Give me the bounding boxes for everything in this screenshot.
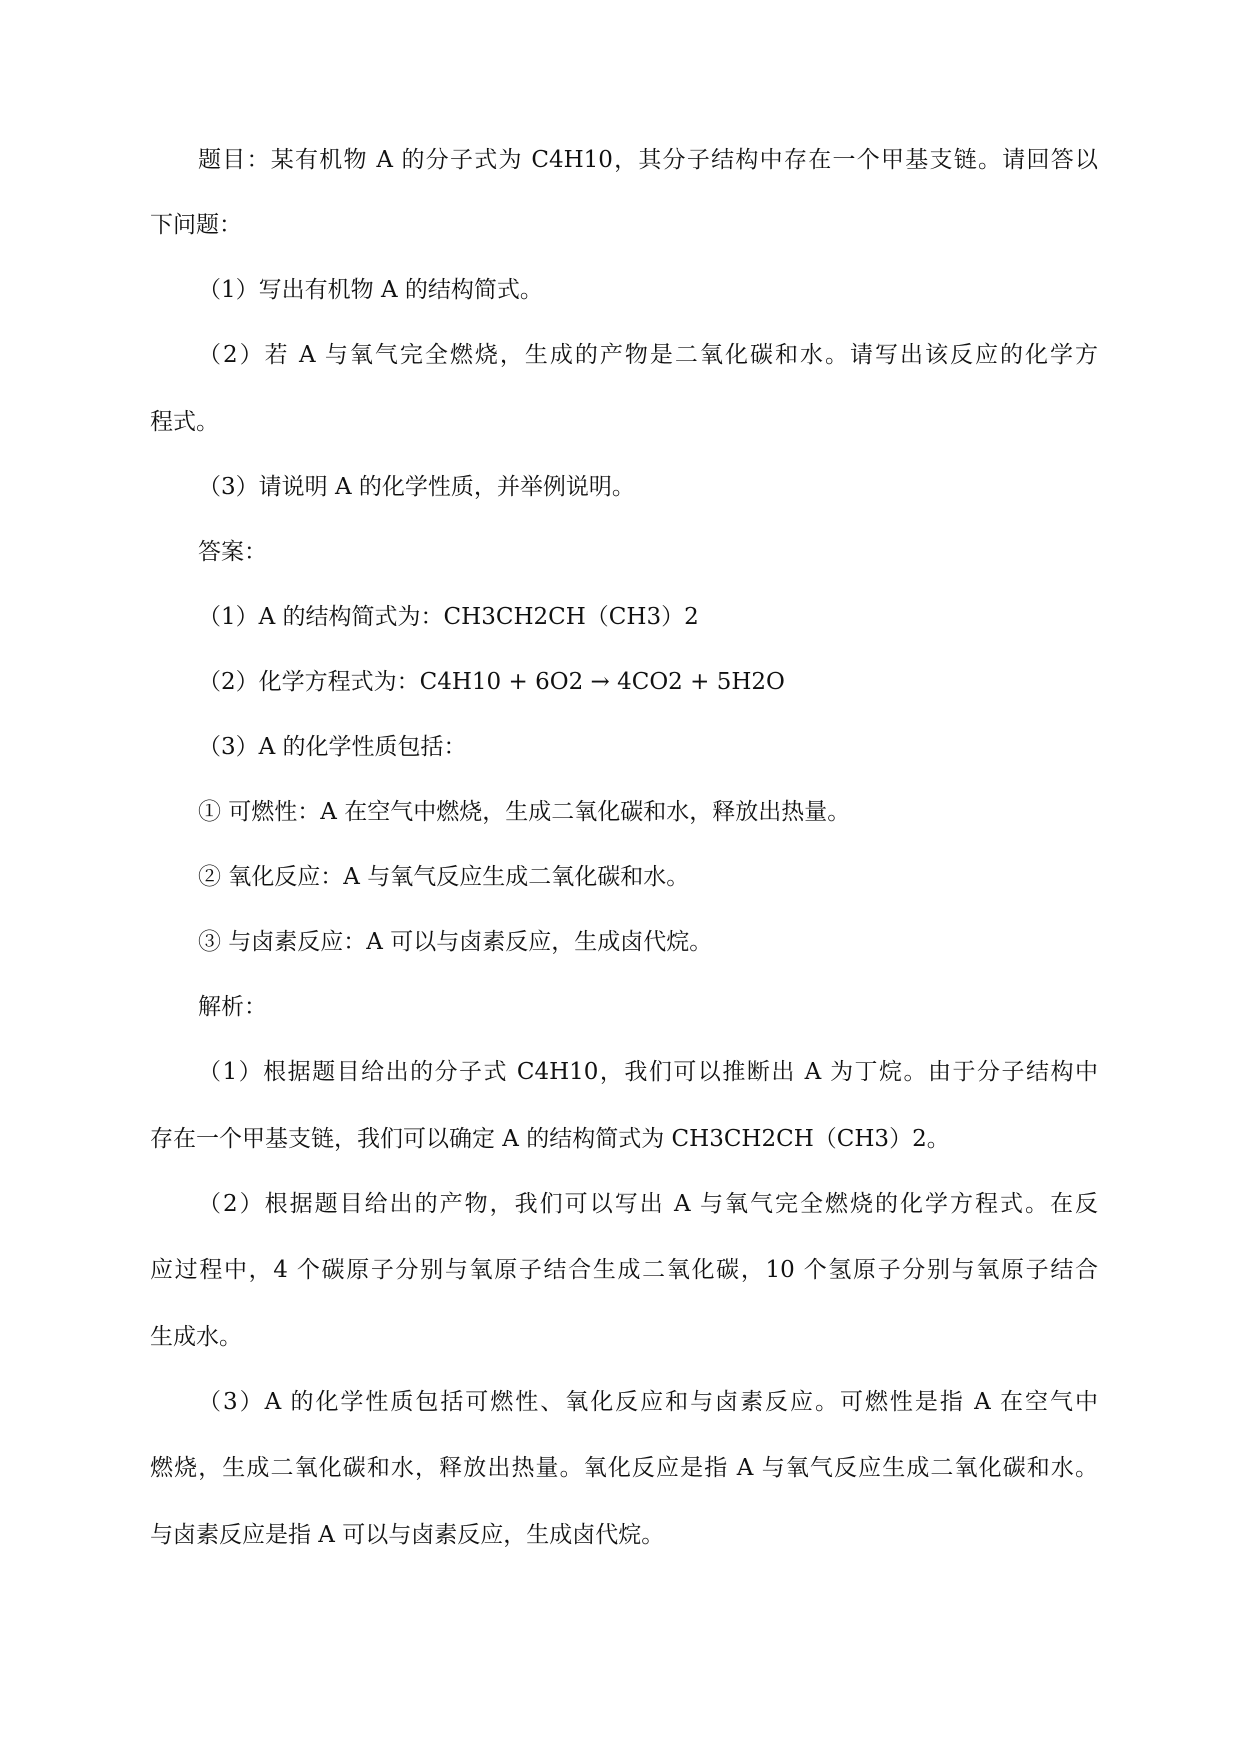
- answer-item-2: （2）化学方程式为：C4H10 + 6O2 → 4CO2 + 5H2O: [198, 669, 785, 695]
- question-item-3: （3）请说明 A 的化学性质，并举例说明。: [198, 474, 635, 500]
- question-line-2: 下问题：: [150, 212, 242, 238]
- property-3: ③ 与卤素反应：A 可以与卤素反应，生成卤代烷。: [198, 929, 713, 955]
- analysis-3-line-2: 燃烧，生成二氧化碳和水，释放出热量。氧化反应是指 A 与氧气反应生成二氧化碳和水。: [150, 1455, 1098, 1481]
- analysis-1-line-1: （1）根据题目给出的分子式 C4H10，我们可以推断出 A 为丁烷。由于分子结构中: [198, 1059, 1098, 1085]
- property-2: ② 氧化反应：A 与氧气反应生成二氧化碳和水。: [198, 864, 690, 890]
- question-item-1: （1）写出有机物 A 的结构简式。: [198, 277, 543, 303]
- analysis-1-line-2: 存在一个甲基支链，我们可以确定 A 的结构简式为 CH3CH2CH（CH3）2。: [150, 1126, 950, 1152]
- analysis-2-line-1: （2）根据题目给出的产物，我们可以写出 A 与氧气完全燃烧的化学方程式。在反: [198, 1191, 1098, 1217]
- question-line-1: 题目：某有机物 A 的分子式为 C4H10，其分子结构中存在一个甲基支链。请回答以: [198, 147, 1098, 173]
- analysis-heading: 解析：: [198, 994, 267, 1020]
- question-item-2-line-2: 程式。: [150, 409, 219, 435]
- analysis-2-line-2: 应过程中，4 个碳原子分别与氧原子结合生成二氧化碳，10 个氢原子分别与氧原子结合: [150, 1257, 1098, 1283]
- analysis-2-line-3: 生成水。: [150, 1324, 242, 1350]
- question-item-2-line-1: （2）若 A 与氧气完全燃烧，生成的产物是二氧化碳和水。请写出该反应的化学方: [198, 342, 1098, 368]
- analysis-3-line-1: （3）A 的化学性质包括可燃性、氧化反应和与卤素反应。可燃性是指 A 在空气中: [198, 1389, 1098, 1415]
- property-1: ① 可燃性：A 在空气中燃烧，生成二氧化碳和水，释放出热量。: [198, 799, 851, 825]
- analysis-3-line-3: 与卤素反应是指 A 可以与卤素反应，生成卤代烷。: [150, 1522, 665, 1548]
- answer-heading: 答案：: [198, 539, 267, 565]
- answer-item-1: （1）A 的结构简式为：CH3CH2CH（CH3）2: [198, 604, 699, 630]
- answer-item-3: （3）A 的化学性质包括：: [198, 734, 467, 760]
